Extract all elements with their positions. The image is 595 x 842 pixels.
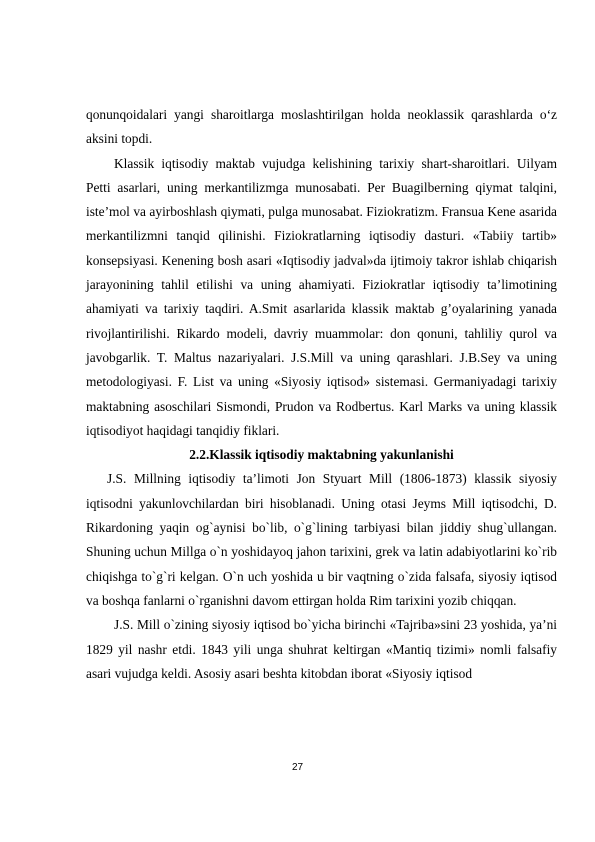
paragraph-mill-works: J.S. Mill o`zining siyosiy iqtisod bo`yicha birinchi «Tajriba»sini 23 yoshida, ya’ni 1829 yil nashr etdi. 1843 yili unga shuhrat keltirgan «Mantiq tizimi» nomli falsafiy asari vujudga keldi. Asosiy asari beshta kitobdan iborat «Siyosiy iqtisod	[86, 617, 557, 681]
paragraph-mill-biography: J.S. Millning iqtisodiy ta’limoti Jon Styuart Mill (1806-1873) klassik siyosiy iqtisodni yakunlovchilardan biri hisoblanadi. Uning otasi Jeyms Mill iqtisodchi, D. Rikardoning yaqin og`aynisi bo`lib, o`g`lining tarbiyasi bilan jiddiy shug`ullangan. Shuning uchun Millga o`n yoshidayoq jahon tarixini, grek va latin adabiyotlarini ko`rib chiqishga to`g`ri kelgan. O`n uch yoshida u bir vaqtning o`zida falsafa, siyosiy iqtisod va boshqa fanlarni o`rganishni davom ettirgan holda Rim tarixini yozib chiqqan.	[86, 471, 557, 608]
section-heading: 2.2.Klassik iqtisodiy maktabning yakunlanishi	[189, 447, 454, 463]
page-body	[86, 103, 557, 686]
paragraph-topics: Klassik iqtisodiy maktab vujudga kelishining tarixiy shart-sharoitlari. Uilyam Petti asarlari, uning merkantilizmga munosabati. Per Buagilberning qiymat talqini, iste’mol va ayirboshlash qiymati, pulga munosabat. Fiziokratizm. Fransua Kene asarida merkantilizmni tanqid qilinishi. Fiziokratlarning iqtisodiy dasturi. «Tabiiy tartib» konsepsiyasi. Kenening bosh asari «Iqtisodiy jadval»da ijtimoiy takror ishlab chiqarish jarayonining tahlil etilishi va uning ahamiyati. Fiziokratlar iqtisodiy ta’limotining ahamiyati va tarixiy taqdiri. A.Smit asarlarida klassik maktab g’oyalarining yanada rivojlantirilishi. Rikardo modeli, davriy muammolar: don qonuni, tahliliy qurol va javobgarlik. T. Maltus nazariyalari. J.S.Mill va uning qarashlari. J.B.Sey va uning metodologiyasi. F. List va uning «Siyosiy iqtisod» sistemasi. Germaniyadagi tarixiy maktabning asoschilari Sismondi, Prudon va Rodbertus. Karl Marks va uning klassik iqtisodiyot haqidagi tanqidiy fiklari.	[86, 155, 557, 438]
page-number: 27	[291, 762, 304, 773]
paragraph-continuation: qonunqoidalari yangi sharoitlarga moslashtirilgan holda neoklassik qarashlarda o‘z aksini topdi.	[86, 107, 557, 147]
